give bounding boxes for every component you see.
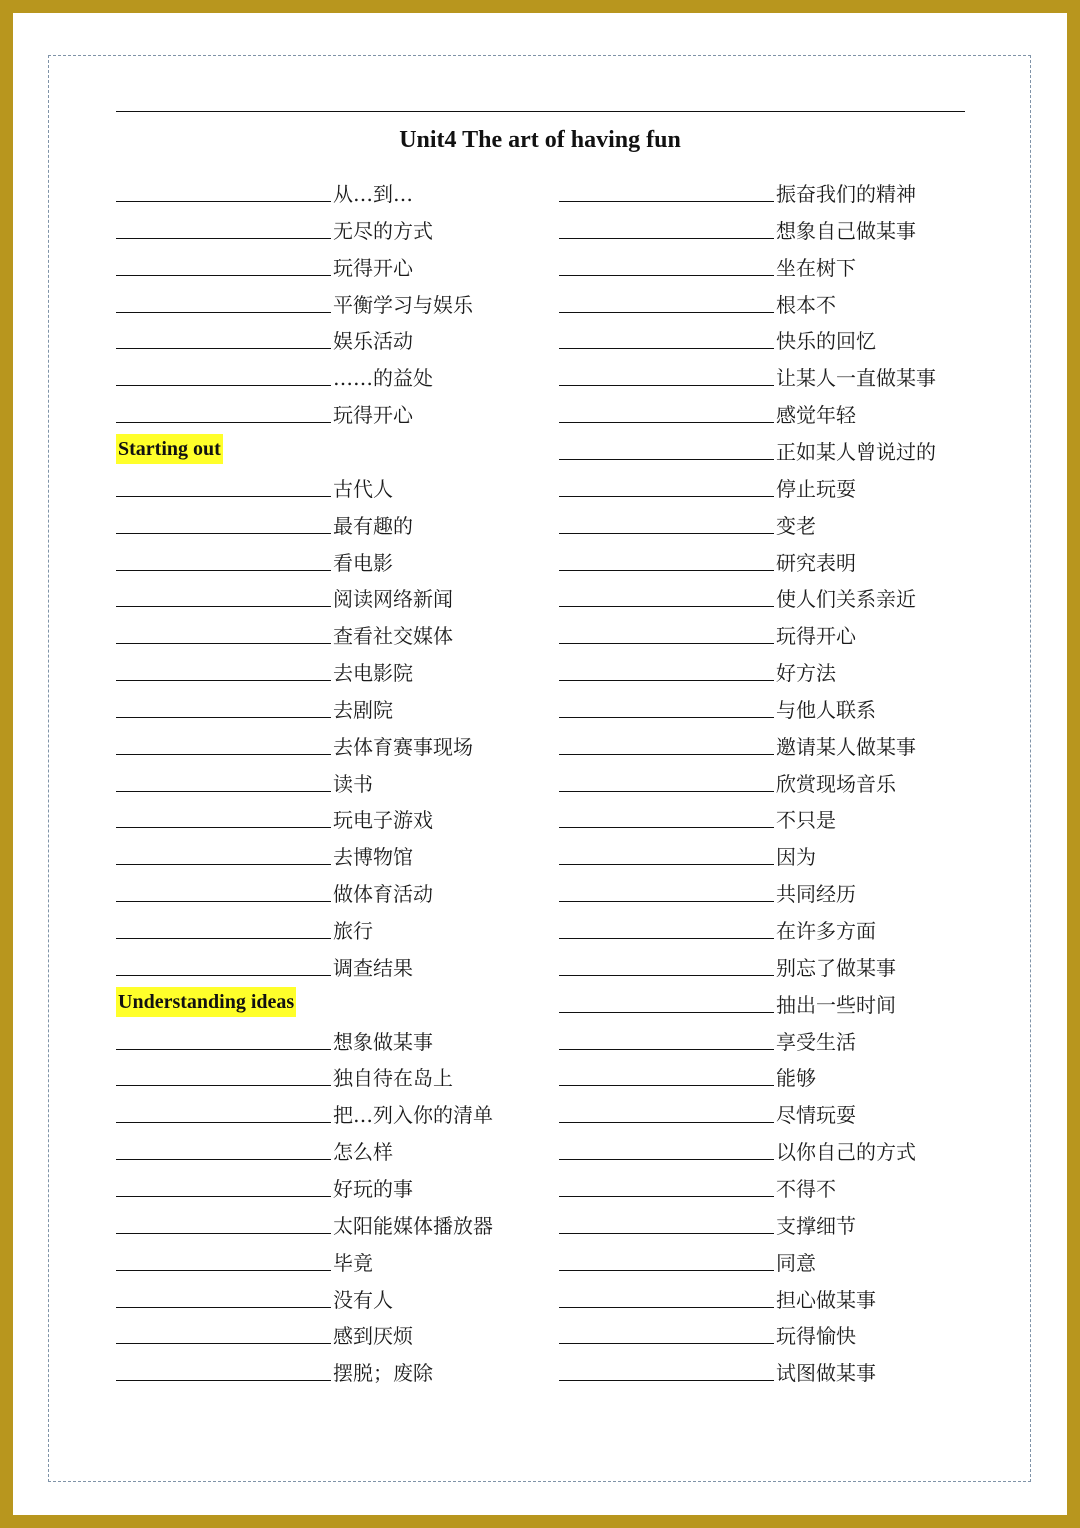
chinese-prompt: 振奋我们的精神 bbox=[776, 182, 916, 206]
left-row bbox=[116, 913, 373, 943]
left-row bbox=[116, 1245, 373, 1275]
left-row bbox=[116, 950, 413, 980]
answer-blank[interactable] bbox=[559, 496, 774, 497]
right-row bbox=[559, 655, 836, 685]
chinese-prompt: 去电影院 bbox=[333, 661, 413, 686]
left-row bbox=[116, 213, 433, 243]
left-row bbox=[116, 1134, 393, 1164]
right-row bbox=[559, 1355, 876, 1385]
answer-blank[interactable] bbox=[116, 348, 331, 349]
answer-blank[interactable] bbox=[559, 864, 774, 865]
chinese-prompt: 停止玩耍 bbox=[776, 476, 856, 501]
answer-blank[interactable] bbox=[116, 938, 331, 939]
answer-blank[interactable] bbox=[116, 1049, 331, 1050]
chinese-prompt: 太阳能媒体播放器 bbox=[333, 1213, 493, 1238]
chinese-prompt: 最有趣的 bbox=[333, 513, 413, 538]
answer-blank[interactable] bbox=[559, 901, 774, 902]
answer-blank[interactable] bbox=[116, 975, 331, 976]
answer-blank[interactable] bbox=[116, 496, 331, 497]
left-row bbox=[116, 1024, 433, 1054]
chinese-prompt: 玩得开心 bbox=[333, 403, 413, 428]
left-row bbox=[116, 323, 413, 353]
answer-blank[interactable] bbox=[559, 312, 774, 313]
chinese-prompt: 感觉年轻 bbox=[776, 403, 856, 428]
answer-blank[interactable] bbox=[116, 201, 331, 202]
worksheet-page bbox=[13, 13, 1067, 1515]
chinese-prompt: 玩电子游戏 bbox=[333, 808, 433, 833]
answer-blank[interactable] bbox=[116, 754, 331, 755]
left-row bbox=[116, 1171, 413, 1201]
right-row bbox=[559, 213, 916, 243]
left-row bbox=[116, 250, 413, 280]
chinese-prompt: 感到厌烦 bbox=[333, 1324, 413, 1349]
chinese-prompt: 平衡学习与娱乐 bbox=[333, 292, 473, 317]
left-row bbox=[116, 1282, 393, 1312]
right-row bbox=[559, 692, 876, 722]
answer-blank[interactable] bbox=[116, 827, 331, 828]
chinese-prompt: 能够 bbox=[776, 1066, 816, 1091]
chinese-prompt: 调查结果 bbox=[333, 955, 413, 980]
chinese-prompt: 不得不 bbox=[776, 1176, 836, 1201]
left-row bbox=[116, 766, 373, 796]
left-row bbox=[116, 508, 413, 538]
right-row bbox=[559, 1208, 856, 1238]
left-row bbox=[116, 1355, 433, 1385]
left-row bbox=[116, 360, 433, 390]
right-row bbox=[559, 1024, 856, 1054]
chinese-prompt: 同意 bbox=[776, 1250, 816, 1275]
answer-blank[interactable] bbox=[559, 1233, 774, 1234]
right-row bbox=[559, 1318, 856, 1348]
chinese-prompt: 使人们关系亲近 bbox=[776, 587, 916, 612]
chinese-prompt: 去博物馆 bbox=[333, 845, 413, 870]
chinese-prompt: 正如某人曾说过的 bbox=[776, 439, 936, 464]
left-row bbox=[116, 692, 393, 722]
answer-blank[interactable] bbox=[559, 459, 774, 460]
answer-blank[interactable] bbox=[559, 422, 774, 423]
chinese-prompt: 毕竟 bbox=[333, 1250, 373, 1275]
right-row bbox=[559, 397, 856, 427]
answer-blank[interactable] bbox=[559, 1343, 774, 1344]
answer-blank[interactable] bbox=[559, 975, 774, 976]
left-row bbox=[116, 1097, 493, 1127]
chinese-prompt: 研究表明 bbox=[776, 550, 856, 575]
right-row bbox=[559, 1282, 876, 1312]
chinese-prompt: 怎么样 bbox=[333, 1140, 393, 1165]
left-row bbox=[116, 176, 413, 206]
chinese-prompt: 做体育活动 bbox=[333, 882, 433, 907]
right-row bbox=[559, 876, 856, 906]
answer-blank[interactable] bbox=[559, 754, 774, 755]
answer-blank[interactable] bbox=[116, 791, 331, 792]
chinese-prompt: 坐在树下 bbox=[776, 255, 856, 280]
answer-blank[interactable] bbox=[116, 1307, 331, 1308]
answer-blank[interactable] bbox=[559, 827, 774, 828]
answer-blank[interactable] bbox=[559, 533, 774, 534]
answer-blank[interactable] bbox=[116, 643, 331, 644]
left-row bbox=[116, 287, 473, 317]
right-row bbox=[559, 913, 876, 943]
chinese-prompt: 因为 bbox=[776, 845, 816, 870]
chinese-prompt: 变老 bbox=[776, 513, 816, 538]
chinese-prompt: 阅读网络新闻 bbox=[333, 587, 453, 612]
left-row bbox=[116, 802, 433, 832]
right-row bbox=[559, 802, 836, 832]
chinese-prompt: 娱乐活动 bbox=[333, 329, 413, 354]
left-row bbox=[116, 729, 473, 759]
answer-blank[interactable] bbox=[559, 1380, 774, 1381]
right-row bbox=[559, 471, 856, 501]
left-row bbox=[116, 581, 453, 611]
chinese-prompt: ……的益处 bbox=[333, 366, 433, 391]
chinese-prompt: 去体育赛事现场 bbox=[333, 734, 473, 759]
answer-blank[interactable] bbox=[116, 901, 331, 902]
answer-blank[interactable] bbox=[116, 1233, 331, 1234]
chinese-prompt: 看电影 bbox=[333, 550, 393, 575]
chinese-prompt: 以你自己的方式 bbox=[776, 1140, 916, 1165]
answer-blank[interactable] bbox=[116, 1196, 331, 1197]
chinese-prompt: 邀请某人做某事 bbox=[776, 734, 916, 759]
right-row bbox=[559, 323, 876, 353]
chinese-prompt: 查看社交媒体 bbox=[333, 624, 453, 649]
chinese-prompt: 担心做某事 bbox=[776, 1287, 876, 1312]
chinese-prompt: 在许多方面 bbox=[776, 919, 876, 943]
answer-blank[interactable] bbox=[559, 275, 774, 276]
section-heading-understanding-ideas: Understanding ideas bbox=[116, 987, 296, 1017]
right-row bbox=[559, 176, 916, 206]
chinese-prompt: 别忘了做某事 bbox=[776, 955, 896, 980]
answer-blank[interactable] bbox=[559, 348, 774, 349]
left-row bbox=[116, 618, 453, 648]
answer-blank[interactable] bbox=[116, 717, 331, 718]
chinese-prompt: 想象做某事 bbox=[333, 1029, 433, 1054]
answer-blank[interactable] bbox=[559, 1159, 774, 1160]
right-row bbox=[559, 545, 856, 575]
chinese-prompt: 想象自己做某事 bbox=[776, 218, 916, 243]
left-row bbox=[116, 397, 413, 427]
right-row bbox=[559, 766, 896, 796]
answer-blank[interactable] bbox=[559, 385, 774, 386]
answer-blank[interactable] bbox=[116, 1343, 331, 1344]
right-row bbox=[559, 1171, 836, 1201]
chinese-prompt: 试图做某事 bbox=[776, 1361, 876, 1386]
answer-blank[interactable] bbox=[559, 570, 774, 571]
answer-blank[interactable] bbox=[116, 238, 331, 239]
chinese-prompt: 无尽的方式 bbox=[333, 218, 433, 243]
right-row bbox=[559, 360, 936, 390]
right-row bbox=[559, 950, 896, 980]
right-row bbox=[559, 618, 856, 648]
answer-blank[interactable] bbox=[116, 312, 331, 313]
chinese-prompt: 让某人一直做某事 bbox=[776, 366, 936, 391]
chinese-prompt: 独自待在岛上 bbox=[333, 1066, 453, 1091]
answer-blank[interactable] bbox=[116, 1085, 331, 1086]
right-row bbox=[559, 729, 916, 759]
left-row bbox=[116, 471, 393, 501]
chinese-prompt: 共同经历 bbox=[776, 882, 856, 907]
left-row bbox=[116, 655, 413, 685]
chinese-prompt: 支撑细节 bbox=[776, 1213, 856, 1238]
right-row bbox=[559, 581, 916, 611]
chinese-prompt: 玩得开心 bbox=[333, 255, 413, 280]
right-row bbox=[559, 839, 816, 869]
answer-blank[interactable] bbox=[116, 1122, 331, 1123]
page-title: Unit4 The art of having fun bbox=[399, 127, 681, 153]
chinese-prompt: 不只是 bbox=[776, 808, 836, 833]
answer-blank[interactable] bbox=[559, 938, 774, 939]
answer-blank[interactable] bbox=[116, 1380, 331, 1381]
answer-blank[interactable] bbox=[116, 275, 331, 276]
chinese-prompt: 根本不 bbox=[776, 292, 836, 317]
chinese-prompt: 从…到… bbox=[333, 182, 413, 206]
answer-blank[interactable] bbox=[559, 238, 774, 239]
right-row bbox=[559, 434, 936, 464]
section-heading-starting-out: Starting out bbox=[116, 434, 223, 464]
answer-blank[interactable] bbox=[116, 533, 331, 534]
chinese-prompt: 快乐的回忆 bbox=[776, 329, 876, 354]
left-row bbox=[116, 1060, 453, 1090]
right-row bbox=[559, 987, 896, 1017]
answer-blank[interactable] bbox=[559, 1270, 774, 1271]
answer-blank[interactable] bbox=[559, 1307, 774, 1308]
answer-blank[interactable] bbox=[116, 385, 331, 386]
chinese-prompt: 旅行 bbox=[333, 919, 373, 943]
left-row bbox=[116, 876, 433, 906]
right-row bbox=[559, 1134, 916, 1164]
chinese-prompt: 去剧院 bbox=[333, 697, 393, 722]
answer-blank[interactable] bbox=[116, 864, 331, 865]
chinese-prompt: 没有人 bbox=[333, 1287, 393, 1312]
right-row bbox=[559, 1097, 856, 1127]
left-row bbox=[116, 545, 393, 575]
answer-blank[interactable] bbox=[116, 680, 331, 681]
chinese-prompt: 好方法 bbox=[776, 661, 836, 686]
chinese-prompt: 玩得愉快 bbox=[776, 1324, 856, 1349]
answer-blank[interactable] bbox=[559, 606, 774, 607]
answer-blank[interactable] bbox=[559, 1122, 774, 1123]
header-rule bbox=[116, 111, 965, 112]
answer-blank[interactable] bbox=[559, 680, 774, 681]
chinese-prompt: 玩得开心 bbox=[776, 624, 856, 649]
chinese-prompt: 尽情玩耍 bbox=[776, 1103, 856, 1128]
answer-blank[interactable] bbox=[559, 717, 774, 718]
answer-blank[interactable] bbox=[559, 643, 774, 644]
answer-blank[interactable] bbox=[116, 1159, 331, 1160]
right-row bbox=[559, 508, 816, 538]
chinese-prompt: 把…列入你的清单 bbox=[333, 1103, 493, 1128]
answer-blank[interactable] bbox=[559, 1012, 774, 1013]
answer-blank[interactable] bbox=[559, 1049, 774, 1050]
answer-blank[interactable] bbox=[559, 791, 774, 792]
left-row bbox=[116, 1318, 413, 1348]
chinese-prompt: 读书 bbox=[333, 771, 373, 796]
chinese-prompt: 摆脱；废除 bbox=[333, 1361, 433, 1386]
answer-blank[interactable] bbox=[559, 1196, 774, 1197]
chinese-prompt: 抽出一些时间 bbox=[776, 992, 896, 1017]
chinese-prompt: 欣赏现场音乐 bbox=[776, 771, 896, 796]
left-row bbox=[116, 1208, 493, 1238]
right-row bbox=[559, 1060, 816, 1090]
answer-blank[interactable] bbox=[116, 570, 331, 571]
answer-blank[interactable] bbox=[559, 201, 774, 202]
answer-blank[interactable] bbox=[559, 1085, 774, 1086]
left-row bbox=[116, 839, 413, 869]
chinese-prompt: 与他人联系 bbox=[776, 697, 876, 722]
chinese-prompt: 古代人 bbox=[333, 476, 393, 501]
chinese-prompt: 享受生活 bbox=[776, 1029, 856, 1054]
right-row bbox=[559, 250, 856, 280]
answer-blank[interactable] bbox=[116, 422, 331, 423]
chinese-prompt: 好玩的事 bbox=[333, 1176, 413, 1201]
right-row bbox=[559, 1245, 816, 1275]
answer-blank[interactable] bbox=[116, 1270, 331, 1271]
right-row bbox=[559, 287, 836, 317]
answer-blank[interactable] bbox=[116, 606, 331, 607]
